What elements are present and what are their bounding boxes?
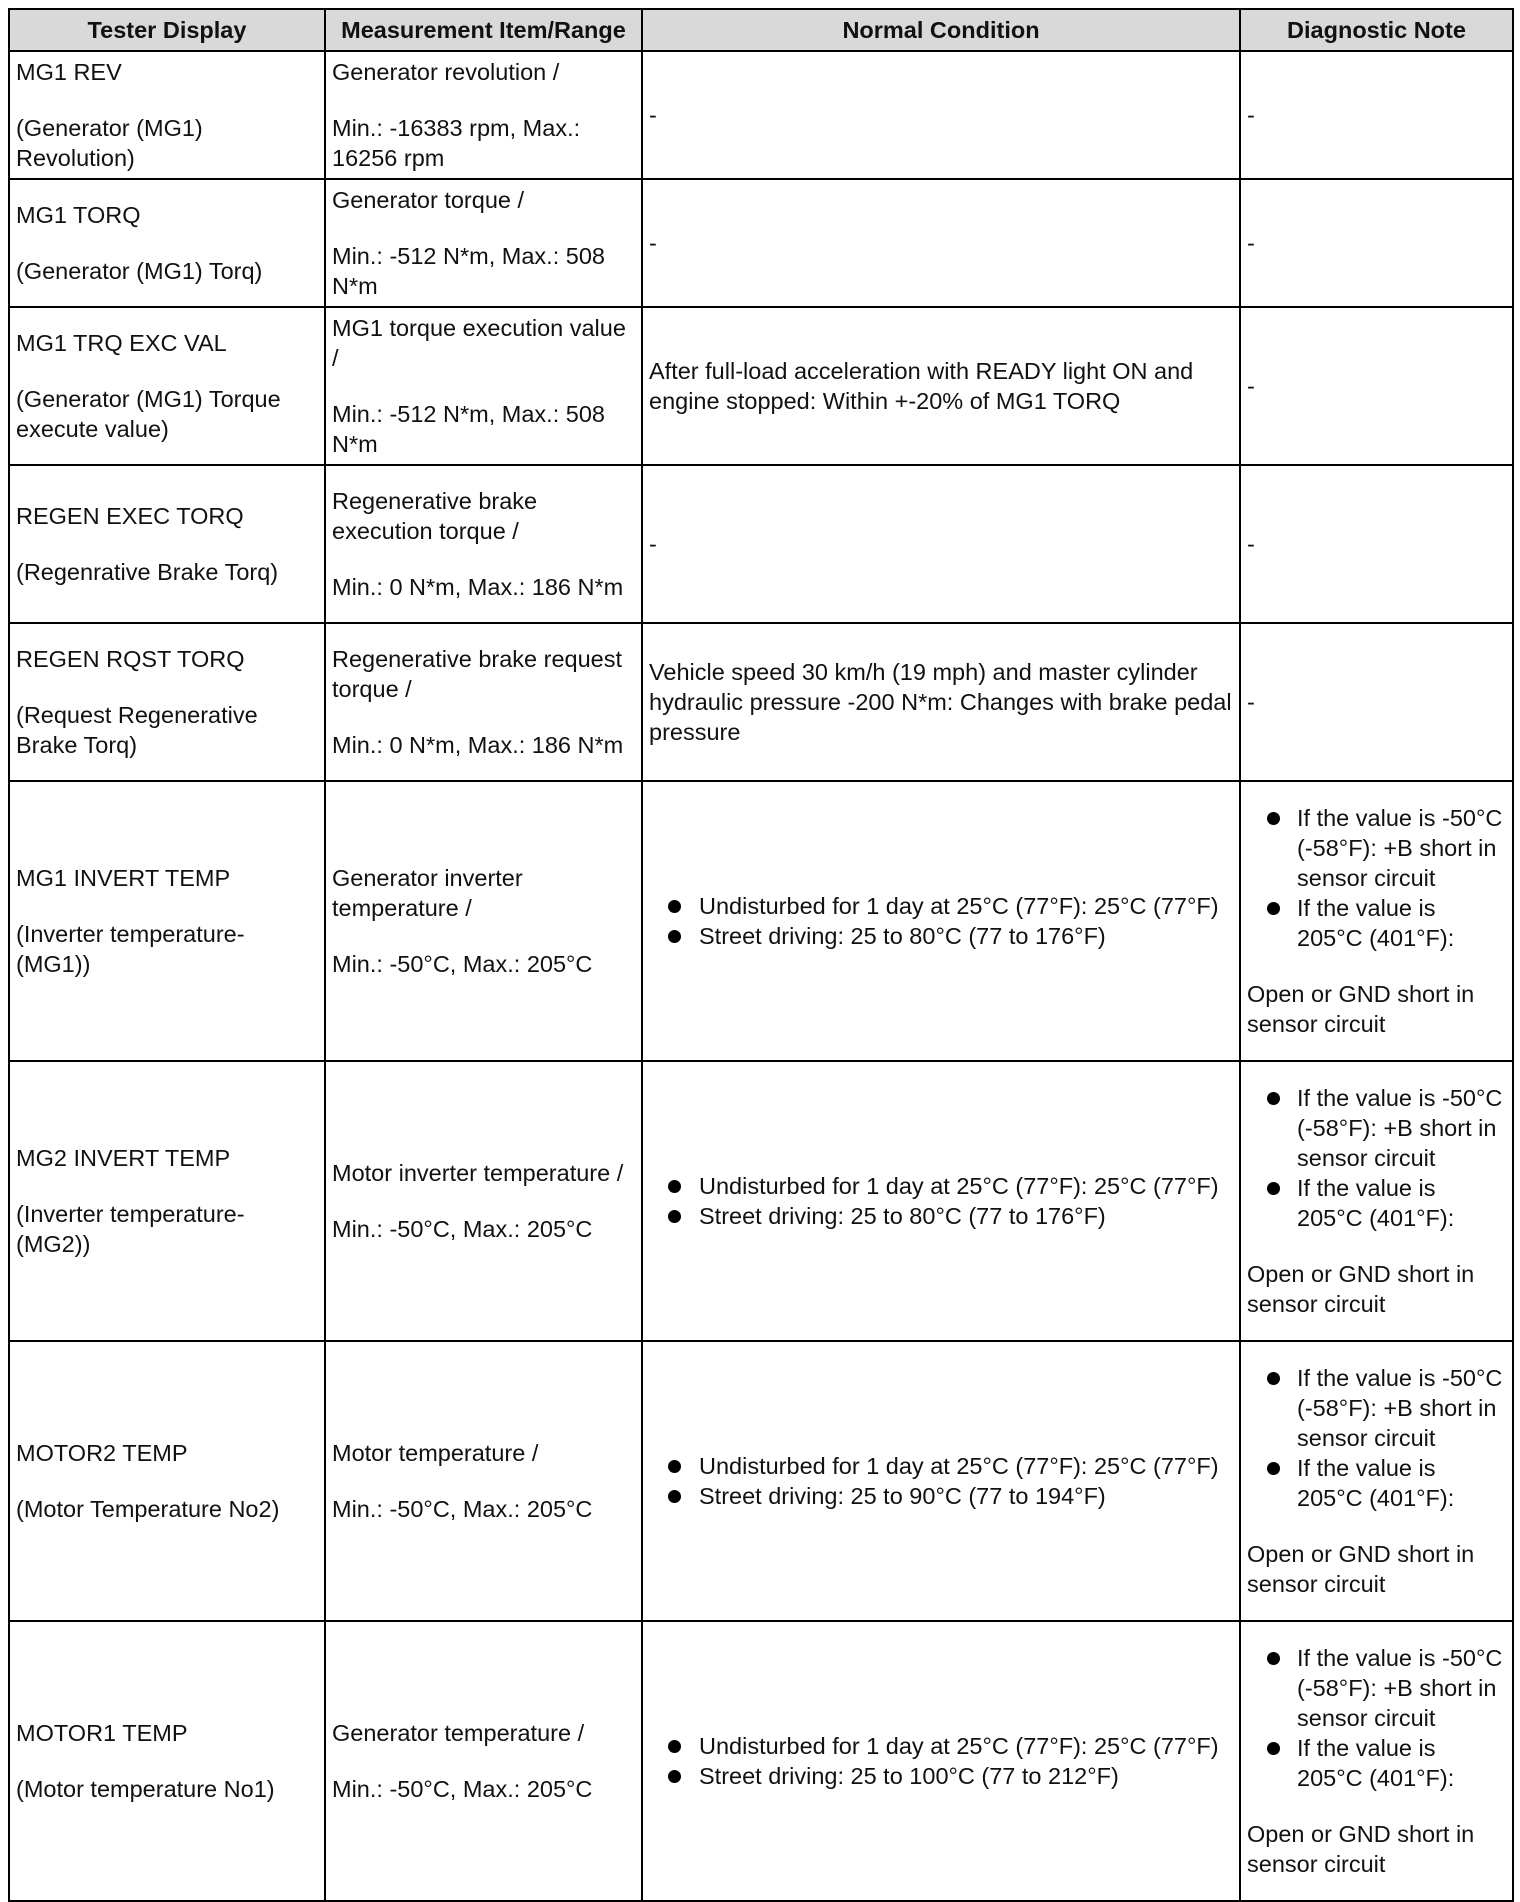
- list-item: Street driving: 25 to 80°C (77 to 176°F): [649, 921, 1233, 951]
- tester-display-cell: [9, 1061, 325, 1341]
- diagnostic-note-list: [1247, 803, 1506, 953]
- list-item: If the value is 205°C (401°F):: [1247, 1173, 1506, 1233]
- table-row: [9, 623, 1513, 781]
- list-item: Undisturbed for 1 day at 25°C (77°F): 25°C (77°F): [649, 1451, 1233, 1481]
- measurement-cell: [325, 179, 642, 307]
- measurement-item: Motor temperature /: [332, 1440, 539, 1466]
- tester-display-cell: [9, 623, 325, 781]
- data-list-table: [8, 8, 1514, 1902]
- diagnostic-note-cell: -: [1240, 179, 1513, 307]
- display-code: MOTOR2 TEMP: [16, 1440, 188, 1466]
- list-item: Undisturbed for 1 day at 25°C (77°F): 25°C (77°F): [649, 1731, 1233, 1761]
- display-code: MG1 TORQ: [16, 202, 141, 228]
- normal-condition-list: [649, 1171, 1233, 1231]
- diagnostic-note-followup: Open or GND short in sensor circuit: [1247, 981, 1475, 1037]
- display-description: (Inverter temperature-(MG2)): [16, 1201, 245, 1257]
- diagnostic-note-list: [1247, 1083, 1506, 1233]
- display-description: (Motor temperature No1): [16, 1776, 275, 1802]
- table-row: [9, 1341, 1513, 1621]
- measurement-range: Min.: -512 N*m, Max.: 508 N*m: [332, 243, 605, 299]
- measurement-cell: [325, 307, 642, 465]
- tester-display-cell: [9, 1621, 325, 1901]
- list-item: If the value is -50°C (-58°F): +B short in sensor circuit: [1247, 1643, 1506, 1733]
- measurement-range: Min.: -50°C, Max.: 205°C: [332, 951, 593, 977]
- display-code: REGEN EXEC TORQ: [16, 503, 244, 529]
- measurement-cell: [325, 1341, 642, 1621]
- measurement-range: Min.: -50°C, Max.: 205°C: [332, 1496, 593, 1522]
- measurement-cell: [325, 623, 642, 781]
- header-row: [9, 9, 1513, 51]
- measurement-item: Motor inverter temperature /: [332, 1160, 624, 1186]
- tester-display-cell: [9, 307, 325, 465]
- header-measurement-item: Measurement Item/Range: [325, 9, 642, 51]
- display-code: MG1 REV: [16, 59, 122, 85]
- table-row: [9, 1621, 1513, 1901]
- normal-condition-list: [649, 1451, 1233, 1511]
- table-row: [9, 465, 1513, 623]
- list-item: Street driving: 25 to 80°C (77 to 176°F): [649, 1201, 1233, 1231]
- measurement-cell: [325, 465, 642, 623]
- normal-condition-cell: -: [642, 51, 1240, 179]
- measurement-range: Min.: -16383 rpm, Max.: 16256 rpm: [332, 115, 581, 171]
- display-description: (Motor Temperature No2): [16, 1496, 280, 1522]
- list-item: If the value is -50°C (-58°F): +B short in sensor circuit: [1247, 803, 1506, 893]
- tester-display-cell: [9, 51, 325, 179]
- diagnostic-note-cell: [1240, 781, 1513, 1061]
- diagnostic-note-list: [1247, 1363, 1506, 1513]
- diagnostic-note-cell: -: [1240, 465, 1513, 623]
- display-code: MG2 INVERT TEMP: [16, 1145, 231, 1171]
- diagnostic-note-followup: Open or GND short in sensor circuit: [1247, 1261, 1475, 1317]
- measurement-range: Min.: 0 N*m, Max.: 186 N*m: [332, 574, 624, 600]
- display-code: MG1 TRQ EXC VAL: [16, 330, 227, 356]
- display-code: MG1 INVERT TEMP: [16, 865, 231, 891]
- table-row: [9, 179, 1513, 307]
- diagnostic-note-cell: -: [1240, 307, 1513, 465]
- normal-condition-list: [649, 891, 1233, 951]
- display-description: (Request Regenerative Brake Torq): [16, 702, 258, 758]
- display-description: (Generator (MG1) Torque execute value): [16, 386, 281, 442]
- normal-condition-cell: Vehicle speed 30 km/h (19 mph) and master cylinder hydraulic pressure -200 N*m: Changes with brake pedal pressure: [642, 623, 1240, 781]
- table-row: [9, 781, 1513, 1061]
- normal-condition-cell: [642, 1341, 1240, 1621]
- tester-display-cell: [9, 781, 325, 1061]
- measurement-range: Min.: 0 N*m, Max.: 186 N*m: [332, 732, 624, 758]
- list-item: If the value is 205°C (401°F):: [1247, 1733, 1506, 1793]
- list-item: If the value is 205°C (401°F):: [1247, 1453, 1506, 1513]
- display-description: (Inverter temperature-(MG1)): [16, 921, 245, 977]
- diagnostic-note-cell: -: [1240, 51, 1513, 179]
- measurement-range: Min.: -50°C, Max.: 205°C: [332, 1216, 593, 1242]
- display-code: REGEN RQST TORQ: [16, 646, 245, 672]
- measurement-cell: [325, 1621, 642, 1901]
- diagnostic-note-cell: -: [1240, 623, 1513, 781]
- list-item: Undisturbed for 1 day at 25°C (77°F): 25°C (77°F): [649, 1171, 1233, 1201]
- normal-condition-cell: -: [642, 465, 1240, 623]
- display-description: (Generator (MG1) Torq): [16, 258, 263, 284]
- tester-display-cell: [9, 1341, 325, 1621]
- measurement-item: Generator temperature /: [332, 1720, 585, 1746]
- diagnostic-note-cell: [1240, 1621, 1513, 1901]
- display-description: (Generator (MG1) Revolution): [16, 115, 203, 171]
- measurement-range: Min.: -50°C, Max.: 205°C: [332, 1776, 593, 1802]
- display-code: MOTOR1 TEMP: [16, 1720, 188, 1746]
- list-item: If the value is -50°C (-58°F): +B short in sensor circuit: [1247, 1083, 1506, 1173]
- measurement-item: Regenerative brake request torque /: [332, 646, 623, 702]
- diagnostic-note-cell: [1240, 1061, 1513, 1341]
- measurement-cell: [325, 781, 642, 1061]
- normal-condition-cell: -: [642, 179, 1240, 307]
- measurement-range: Min.: -512 N*m, Max.: 508 N*m: [332, 401, 605, 457]
- diagnostic-note-followup: Open or GND short in sensor circuit: [1247, 1541, 1475, 1597]
- measurement-cell: [325, 51, 642, 179]
- measurement-cell: [325, 1061, 642, 1341]
- diagnostic-note-cell: [1240, 1341, 1513, 1621]
- header-normal-condition: Normal Condition: [642, 9, 1240, 51]
- list-item: If the value is -50°C (-58°F): +B short in sensor circuit: [1247, 1363, 1506, 1453]
- measurement-item: MG1 torque execution value /: [332, 315, 626, 371]
- normal-condition-cell: After full-load acceleration with READY light ON and engine stopped: Within +-20% of MG1 TORQ: [642, 307, 1240, 465]
- tester-display-cell: [9, 465, 325, 623]
- header-tester-display: Tester Display: [9, 9, 325, 51]
- table-row: [9, 1061, 1513, 1341]
- normal-condition-list: [649, 1731, 1233, 1791]
- tester-display-cell: [9, 179, 325, 307]
- display-description: (Regenrative Brake Torq): [16, 559, 279, 585]
- measurement-item: Generator torque /: [332, 187, 525, 213]
- diagnostic-note-followup: Open or GND short in sensor circuit: [1247, 1821, 1475, 1877]
- measurement-item: Generator revolution /: [332, 59, 560, 85]
- measurement-item: Generator inverter temperature /: [332, 865, 523, 921]
- list-item: If the value is 205°C (401°F):: [1247, 893, 1506, 953]
- header-diagnostic-note: Diagnostic Note: [1240, 9, 1513, 51]
- table-row: [9, 51, 1513, 179]
- measurement-item: Regenerative brake execution torque /: [332, 488, 538, 544]
- normal-condition-cell: [642, 1061, 1240, 1341]
- list-item: Street driving: 25 to 100°C (77 to 212°F): [649, 1761, 1233, 1791]
- list-item: Undisturbed for 1 day at 25°C (77°F): 25°C (77°F): [649, 891, 1233, 921]
- table-row: [9, 307, 1513, 465]
- list-item: Street driving: 25 to 90°C (77 to 194°F): [649, 1481, 1233, 1511]
- normal-condition-cell: [642, 781, 1240, 1061]
- diagnostic-note-list: [1247, 1643, 1506, 1793]
- normal-condition-cell: [642, 1621, 1240, 1901]
